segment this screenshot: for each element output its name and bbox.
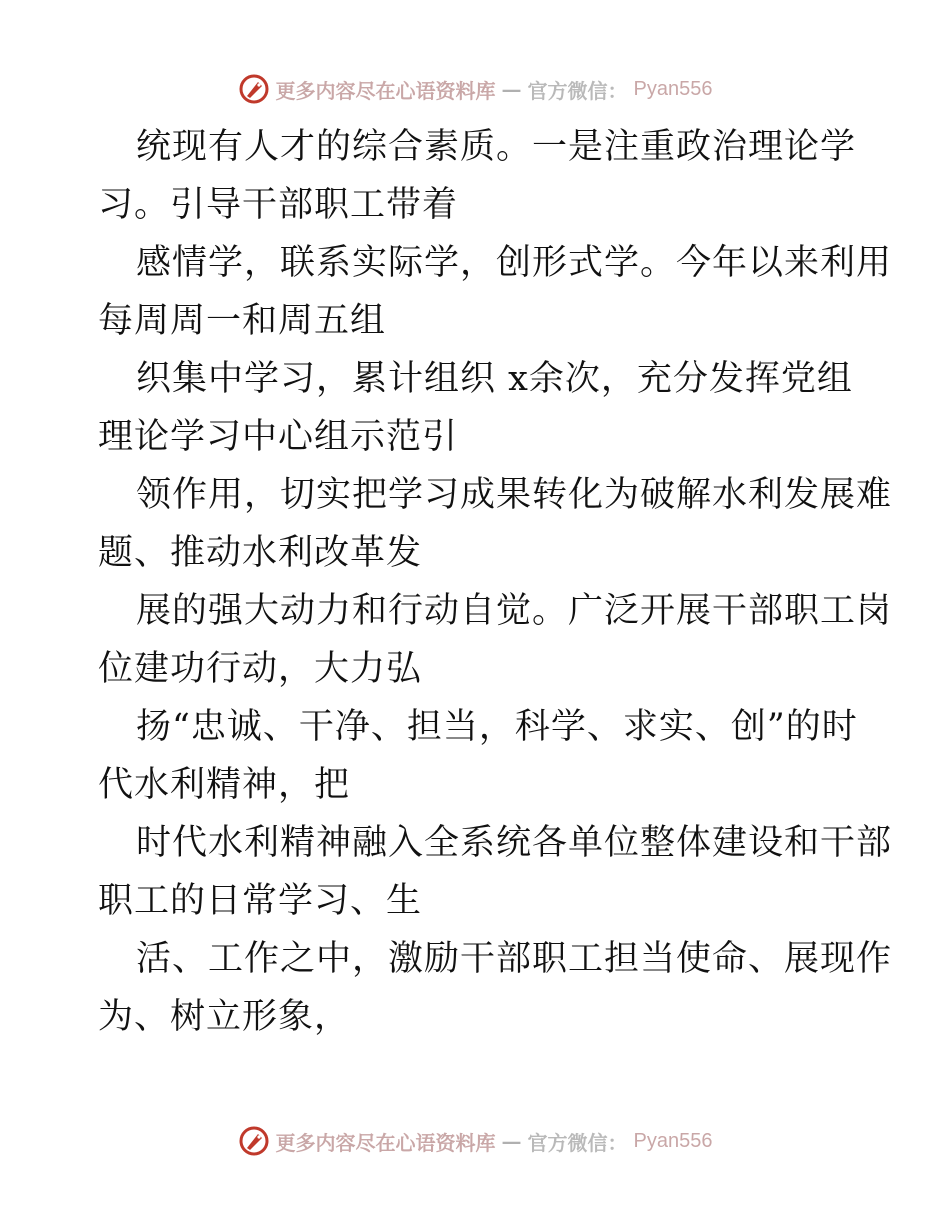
body-line: 理论学习中心组示范引: [98, 417, 459, 457]
body-line: 时代水利精神融入全系统各单位整体建设和干部: [136, 823, 893, 863]
body-line: 为、树立形象，: [98, 997, 351, 1037]
footer-site-text: 更多内容尽在心语资料库: [275, 1130, 496, 1155]
body-line: 职工的日常学习、生: [98, 881, 423, 921]
body-line: 活、工作之中，激励干部职工担当使命、展现作: [136, 939, 893, 979]
body-line: 题、推动水利改革发: [98, 533, 423, 573]
footer-wechat-id: Pyan556: [633, 1129, 713, 1152]
document-body: [98, 118, 893, 1046]
body-line: 感情学，联系实际学，创形式学。今年以来利用: [136, 243, 893, 283]
header-site-text: 更多内容尽在心语资料库: [275, 78, 496, 103]
body-line: 织集中学习，累计组织 x余次，充分发挥党组: [136, 359, 853, 399]
body-line: 每周周一和周五组: [98, 301, 387, 341]
body-line: 统现有人才的综合素质。一是注重政治理论学: [136, 127, 857, 167]
pen-nib-logo-icon: [238, 73, 270, 105]
body-line: 领作用，切实把学习成果转化为破解水利发展难: [136, 475, 893, 515]
header-separator: —: [501, 77, 522, 101]
footer-separator: —: [501, 1129, 522, 1153]
header-wechat-id: Pyan556: [633, 77, 713, 100]
body-line: 扬“忠诚、干净、担当，科学、求实、创”的时: [136, 707, 858, 747]
body-line: 位建功行动，大力弘: [98, 649, 423, 689]
body-line: 习。引导干部职工带着: [98, 185, 459, 225]
header-wechat-label: 官方微信：: [527, 78, 628, 103]
body-line: 展的强大动力和行动自觉。广泛开展干部职工岗: [136, 591, 893, 631]
header-banner: [0, 72, 950, 106]
footer-banner: [0, 1124, 950, 1158]
footer-wechat-label: 官方微信：: [527, 1130, 628, 1155]
body-line: 代水利精神，把: [98, 765, 351, 805]
pen-nib-logo-icon: [238, 1125, 270, 1157]
